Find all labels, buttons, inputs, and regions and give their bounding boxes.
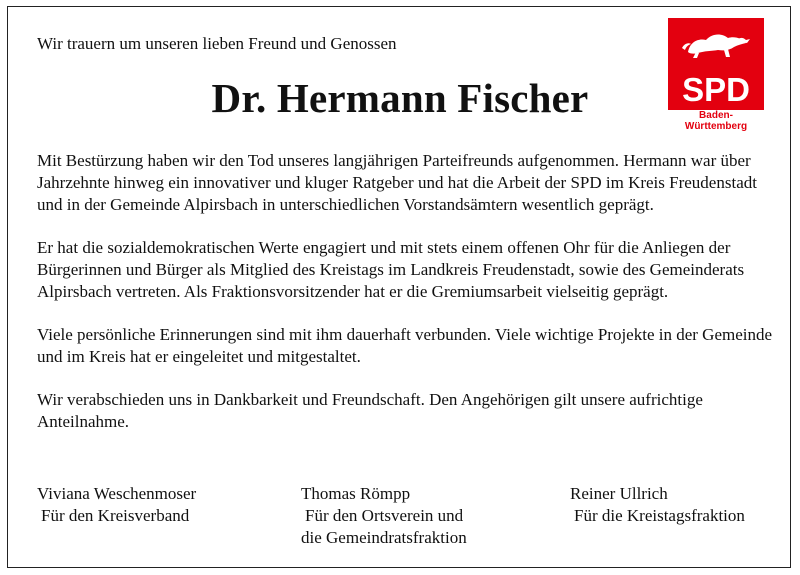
spd-logo-icon bbox=[668, 18, 764, 110]
signatory-role: Für den Ortsverein und bbox=[305, 506, 464, 525]
paragraph-3: Viele persönliche Erinnerungen sind mit ihm dauerhaft verbunden. Viele wichtige Projekte in der Gemeinde und im Kreis hat er eingeleitet und mitgestaltet. bbox=[37, 325, 773, 366]
signatory-name: Thomas Römpp bbox=[301, 484, 411, 503]
signatory bbox=[301, 483, 467, 549]
signatory bbox=[570, 483, 745, 527]
intro-line: Wir trauern um unseren lieben Freund und Genossen bbox=[37, 34, 397, 53]
paragraph-2: Er hat die sozialdemokratischen Werte engagiert und mit stets einem offenen Ohr für die Anliegen der Bürgerinnen und Bürger als Mitglied des Kreistags im Landkreis Freudenstadt, sowie des Gemeinderats Alpirsbach vertreten. Als Fraktionsvorsitzender hat er die Gremiumsarbeit vielseitig geprägt. bbox=[37, 238, 745, 301]
signatory-name: Viviana Weschenmoser bbox=[37, 484, 197, 503]
spd-logo bbox=[668, 18, 764, 132]
paragraph-4: Wir verabschieden uns in Dankbarkeit und Freundschaft. Den Angehörigen gilt unsere aufrichtige Anteilnahme. bbox=[37, 390, 703, 431]
paragraph-1: Mit Bestürzung haben wir den Tod unseres langjährigen Parteifreunds aufgenommen. Hermann war über Jahrzehnte hinweg ein innovativer und kluger Ratgeber und hat die Arbeit der SPD im Kreis Freudenstadt und in der Gemeinde Alpirsbach in unterschiedlichen Vorstandsämtern wesentlich geprägt. bbox=[37, 151, 757, 214]
signatory-role: Für die Kreistagsfraktion bbox=[574, 506, 745, 525]
signatory-role: Für den Kreisverband bbox=[41, 506, 190, 525]
signatory bbox=[37, 483, 196, 527]
deceased-name: Dr. Hermann Fischer bbox=[211, 75, 589, 121]
signatory-role-line2: die Gemeindratsfraktion bbox=[301, 528, 467, 547]
logo-region: Baden-Württemberg bbox=[684, 110, 748, 132]
logo-brand-text: SPD bbox=[682, 71, 750, 108]
signatory-name: Reiner Ullrich bbox=[570, 484, 668, 503]
notice-body bbox=[37, 150, 777, 454]
